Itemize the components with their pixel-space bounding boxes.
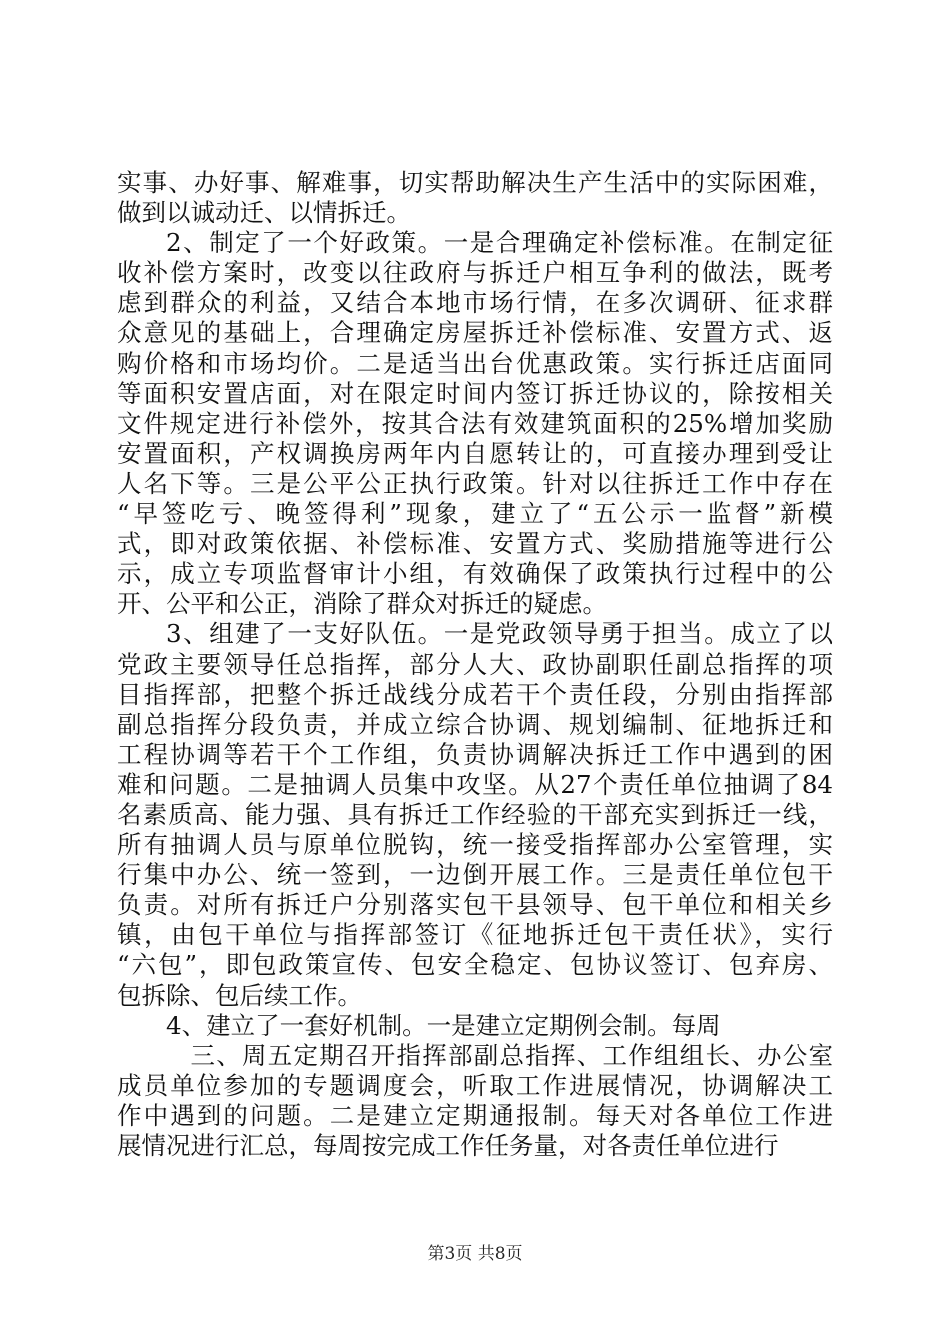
text-line: 安置面积，产权调换房两年内自愿转让的，可直接办理到受让 — [117, 438, 833, 468]
text-line: 行集中办公、统一签到，一边倒开展工作。三是责任单位包干 — [117, 860, 833, 890]
text-line: 包拆除、包后续工作。 — [117, 980, 362, 1010]
text-line: 示，成立专项监督审计小组，有效确保了政策执行过程中的公 — [117, 559, 833, 589]
text-line: 成员单位参加的专题调度会，听取工作进展情况，协调解决工 — [117, 1070, 833, 1100]
text-line: 难和问题。二是抽调人员集中攻坚。从27个责任单位抽调了84 — [117, 769, 833, 799]
text-line: 收补偿方案时，改变以往政府与拆迁户相互争利的做法，既考 — [117, 258, 833, 288]
text-line: 人名下等。三是公平公正执行政策。针对以往拆迁工作中存在 — [117, 468, 833, 498]
text-line: 实事、办好事、解难事，切实帮助解决生产生活中的实际困难， — [117, 168, 833, 197]
text-line: 工程协调等若干个工作组，负责协调解决拆迁工作中遇到的困 — [117, 739, 833, 769]
text-line: 副总指挥分段负责，并成立综合协调、规划编制、征地拆迁和 — [117, 709, 833, 739]
text-line: 4、建立了一套好机制。一是建立定期例会制。每周 — [166, 1010, 721, 1040]
text-line: 开、公平和公正，消除了群众对拆迁的疑虑。 — [117, 589, 607, 619]
text-line: 购价格和市场均价。二是适当出台优惠政策。实行拆迁店面同 — [117, 348, 833, 378]
text-line: 名素质高、能力强、具有拆迁工作经验的干部充实到拆迁一线， — [117, 799, 833, 829]
text-line: 党政主要领导任总指挥，部分人大、政协副职任副总指挥的项 — [117, 649, 833, 679]
text-line: 目指挥部，把整个拆迁战线分成若干个责任段，分别由指挥部 — [117, 679, 833, 709]
text-line: 展情况进行汇总，每周按完成工作任务量，对各责任单位进行 — [117, 1131, 779, 1160]
page-footer: 第3页 共8页 — [427, 1244, 523, 1264]
text-line: 负责。对所有拆迁户分别落实包干县领导、包干单位和相关乡 — [117, 890, 833, 920]
text-line: “早签吃亏、晚签得利”现象，建立了“五公示一监督”新模 — [117, 499, 833, 529]
text-line: 众意见的基础上，合理确定房屋拆迁补偿标准、安置方式、返 — [117, 318, 833, 348]
text-line: 镇，由包干单位与指挥部签订《征地拆迁包干责任状》，实行 — [117, 920, 833, 950]
text-line: 虑到群众的利益，又结合本地市场行情，在多次调研、征求群 — [117, 288, 833, 318]
text-line: 等面积安置店面，对在限定时间内签订拆迁协议的，除按相关 — [117, 378, 833, 408]
text-line: 文件规定进行补偿外，按其合法有效建筑面积的25%增加奖励 — [117, 408, 833, 438]
text-line: 3、组建了一支好队伍。一是党政领导勇于担当。成立了以 — [166, 619, 833, 649]
text-line: 做到以诚动迁、以情拆迁。 — [117, 198, 411, 228]
text-line: 2、制定了一个好政策。一是合理确定补偿标准。在制定征 — [166, 228, 833, 258]
text-line: 所有抽调人员与原单位脱钩，统一接受指挥部办公室管理，实 — [117, 830, 833, 860]
body-text — [117, 168, 833, 1161]
text-line: 式，即对政策依据、补偿标准、安置方式、奖励措施等进行公 — [117, 529, 833, 559]
text-line: “六包”，即包政策宣传、包安全稳定、包协议签订、包弃房、 — [117, 950, 833, 980]
text-line: 作中遇到的问题。二是建立定期通报制。每天对各单位工作进 — [117, 1100, 833, 1130]
text-line: 三、周五定期召开指挥部副总指挥、工作组组长、办公室 — [190, 1040, 833, 1070]
